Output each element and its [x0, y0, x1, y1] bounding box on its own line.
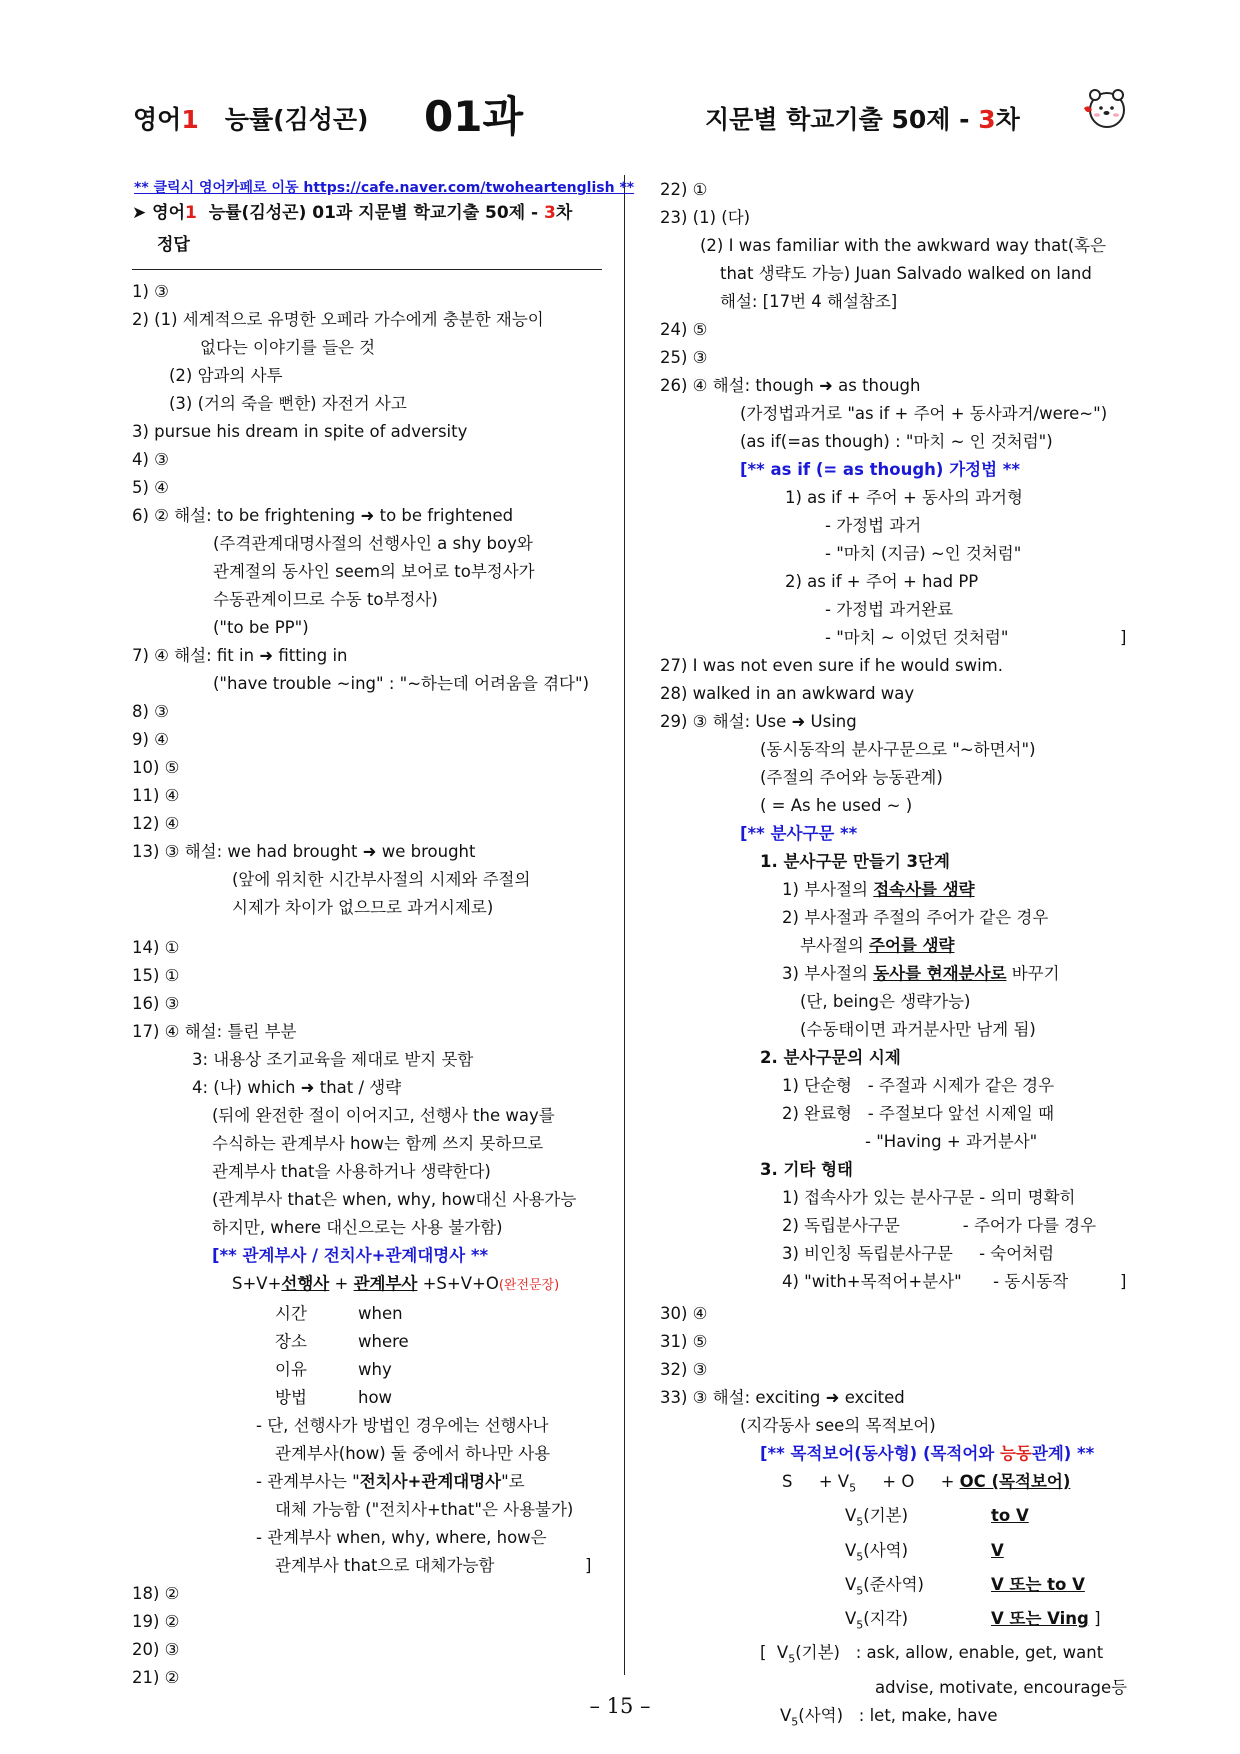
verb-sub: 5	[856, 1584, 864, 1598]
answer-line: 23) (1) (다)	[660, 208, 751, 227]
answer-line: (2) 암과의 사투	[169, 366, 283, 385]
box-title-part: 관계) **	[1031, 1444, 1095, 1463]
oc-row	[845, 1537, 1130, 1571]
grammar-box-title: [** as if (= as though) 가정법 **	[740, 460, 1021, 479]
answer-line: 16) ③	[132, 994, 180, 1013]
answer-line	[800, 932, 1130, 960]
oc-row	[845, 1571, 1130, 1605]
page-number: – 15 –	[589, 1694, 651, 1718]
note-emphasis: 전치사+관계대명사	[359, 1472, 502, 1491]
rel-adverb-word: why	[358, 1360, 392, 1379]
formula-part: + O +	[856, 1472, 960, 1491]
verb-type: (지각)	[863, 1609, 909, 1629]
answer-line: 2) (1) 세계적으로 유명한 오페라 가수에게 충분한 재능이	[132, 310, 544, 329]
answer-line: (2) I was familiar with the awkward way that(혹은	[700, 236, 1107, 255]
answer-line: 13) ③ 해설: we had brought ➜ we brought	[132, 842, 476, 861]
note-emphasis: 접속사를 생략	[873, 880, 975, 899]
section-subheading: 2. 분사구문의 시제	[760, 1048, 901, 1067]
answer-line: 1) ③	[132, 282, 169, 301]
oc-row	[845, 1502, 1130, 1536]
answer-line: advise, motivate, encourage등	[875, 1677, 1128, 1697]
answer-line: 3: 내용상 조기교육을 제대로 받지 못함	[192, 1050, 474, 1069]
oc-form: V 또는 Ving	[991, 1609, 1089, 1629]
heading-part-a: ➤ 영어	[132, 203, 186, 223]
answer-line: - 가정법 과거	[825, 516, 922, 535]
note-part: - 관계부사는 "	[256, 1472, 360, 1491]
answer-line: (단, being은 생략가능)	[800, 992, 971, 1011]
verb-label: V	[845, 1574, 857, 1594]
answer-line: 7) ④ 해설: fit in ➜ fitting in	[132, 646, 348, 665]
rel-adverb-word: where	[358, 1332, 409, 1351]
note-part: 3) 부사절의	[782, 964, 874, 983]
answer-line: 2) as if + 주어 + had PP	[785, 572, 979, 591]
answer-line: ("have trouble ~ing" : "~하는데 어려움을 겪다")	[213, 674, 590, 693]
answer-line: 17) ④ 해설: 틀린 부분	[132, 1022, 297, 1041]
note-part: "로	[501, 1472, 525, 1491]
grammar-box-title	[760, 1440, 1130, 1468]
answer-line: 4: (나) which ➜ that / 생략	[192, 1078, 402, 1097]
answer-line: 24) ⑤	[660, 320, 708, 339]
grammar-formula	[232, 1270, 602, 1300]
verb-sub: 5	[856, 1618, 864, 1632]
answer-line: 14) ①	[132, 938, 180, 957]
grammar-box-title: [** 관계부사 / 전치사+관계대명사 **	[212, 1246, 489, 1265]
subject-number: 1	[181, 105, 199, 134]
note-part: 1) 부사절의	[782, 880, 874, 899]
answer-line	[256, 1468, 602, 1496]
note-part: 부사절의	[800, 936, 870, 955]
rel-adverb-category: 이유	[275, 1360, 307, 1379]
answer-line: - "마치 (지금) ~인 것처럼"	[825, 544, 1022, 563]
answer-line: 31) ⑤	[660, 1332, 708, 1351]
section-subheading: 3. 기타 형태	[760, 1160, 853, 1179]
answer-line: (주절의 주어와 능동관계)	[760, 768, 943, 787]
rel-adverb-row	[275, 1356, 602, 1384]
rel-adverb-word: how	[358, 1388, 393, 1407]
bear-mascot-icon	[1080, 84, 1130, 134]
bracket-close: ]	[1088, 1609, 1101, 1629]
answer-line	[782, 960, 1130, 988]
oc-form: V 또는 to V	[991, 1574, 1085, 1594]
answer-line: (앞에 위치한 시간부사절의 시제와 주절의	[232, 870, 531, 889]
answer-line: - "Having + 과거분사"	[865, 1132, 1038, 1151]
answer-line: 9) ④	[132, 730, 169, 749]
oc-form: V	[991, 1540, 1004, 1560]
bracket-close: ]	[585, 1556, 592, 1575]
answer-line: (as if(=as though) : "마치 ~ 인 것처럼")	[740, 432, 1053, 451]
answer-line: 관계부사 that을 사용하거나 생략한다)	[212, 1162, 491, 1181]
answer-line: 12) ④	[132, 814, 180, 833]
verb-sub: 5	[856, 1515, 864, 1529]
rel-adverb-category: 방법	[275, 1388, 307, 1407]
section-subheading: 1. 분사구문 만들기 3단계	[760, 852, 950, 871]
answer-line: 4) ③	[132, 450, 169, 469]
formula-part: S + V	[782, 1472, 850, 1491]
round-suffix: 차	[995, 105, 1020, 134]
answer-line: 수식하는 관계부사 how는 함께 쓰지 못하므로	[212, 1134, 544, 1153]
section-heading	[132, 199, 602, 227]
answer-line: 11) ④	[132, 786, 180, 805]
exam-title-text: 지문별 학교기출 50제 -	[705, 105, 970, 134]
rel-adverb-category: 장소	[275, 1332, 307, 1351]
answer-line: (관계부사 that은 when, why, how대신 사용가능	[212, 1190, 577, 1209]
answer-line: (동시동작의 분사구문으로 "~하면서")	[760, 740, 1036, 759]
note-part: - "마치 ~ 이었던 것처럼"	[825, 628, 1009, 647]
page-header	[0, 84, 1240, 154]
answer-line: 5) ④	[132, 478, 169, 497]
column-divider	[624, 175, 625, 1675]
answer-line: ("to be PP")	[213, 618, 309, 637]
note-part: 바꾸기	[1006, 964, 1060, 983]
note-emphasis: 동사를 현재분사로	[873, 964, 1007, 983]
answer-line: 19) ②	[132, 1612, 180, 1631]
note-part: V	[780, 1705, 792, 1725]
oc-row	[845, 1605, 1130, 1639]
answer-line: 8) ③	[132, 702, 169, 721]
verb-label: V	[845, 1540, 857, 1560]
answer-line: 수동관계이므로 수동 to부정사)	[213, 590, 438, 609]
verb-label: V	[845, 1506, 857, 1526]
note-part: 관계부사 that으로 대체가능함	[275, 1556, 495, 1575]
answer-line: (뒤에 완전한 절이 이어지고, 선행사 the way를	[212, 1106, 555, 1125]
answer-line: 1) 접속사가 있는 분사구문 - 의미 명확히	[782, 1188, 1076, 1207]
answer-line: 1) 단순형 - 주절과 시제가 같은 경우	[782, 1076, 1055, 1095]
note-part: (사역) : let, make, have	[798, 1705, 998, 1725]
heading-round: 3	[544, 203, 556, 223]
round-number: 3	[978, 105, 996, 134]
heading-suffix: 차	[555, 203, 573, 223]
formula-part: +	[329, 1274, 354, 1293]
formula-antecedent: 선행사	[281, 1274, 330, 1293]
verb-sub: 5	[788, 1652, 796, 1666]
answer-line	[782, 876, 1130, 904]
answer-line: - 단, 선행사가 방법인 경우에는 선행사나	[256, 1416, 549, 1435]
answer-line	[760, 1639, 1130, 1673]
answer-line: 관계절의 동사인 seem의 보어로 to부정사가	[213, 562, 535, 581]
answer-line: (주격관계대명사절의 선행사인 a shy boy와	[213, 534, 533, 553]
subject-label: 영어	[133, 105, 182, 134]
answer-line	[275, 1552, 602, 1580]
answer-line: 15) ①	[132, 966, 180, 985]
answer-line: that 생략도 가능) Juan Salvado walked on land	[720, 264, 1092, 283]
answer-line: (지각동사 see의 목적보어)	[740, 1416, 936, 1435]
note-part: (기본) : ask, allow, enable, get, want	[795, 1643, 1104, 1663]
heading-number: 1	[185, 203, 197, 223]
answer-line	[825, 624, 1130, 652]
right-column	[660, 176, 1130, 1736]
answer-line: 25) ③	[660, 348, 708, 367]
verb-type: (기본)	[863, 1506, 909, 1526]
answer-line: 3) 비인칭 독립분사구문 - 숙어처럼	[782, 1244, 1055, 1263]
answer-line: 2) 부사절과 주절의 주어가 같은 경우	[782, 908, 1049, 927]
answer-line: 33) ③ 해설: exciting ➜ excited	[660, 1388, 905, 1407]
publisher-label: 능률(김성곤)	[224, 105, 369, 134]
answer-line: (3) (거의 죽을 뻔한) 자전거 사고	[169, 394, 407, 413]
subject-title	[133, 100, 368, 136]
left-column	[132, 176, 635, 1692]
answer-line: 21) ②	[132, 1668, 180, 1687]
bracket-close: ]	[1120, 628, 1127, 647]
verb-label: V	[845, 1609, 857, 1629]
answer-heading: 정답	[157, 235, 190, 255]
answer-line: 1) as if + 주어 + 동사의 과거형	[785, 488, 1023, 507]
box-title-part: [** 목적보어(동사형) (목적어와	[760, 1444, 1000, 1463]
box-title-emphasis: 능동	[999, 1444, 1032, 1463]
answer-line: 하지만, where 대신으로는 사용 불가함)	[212, 1218, 503, 1237]
bracket-close: ]	[1120, 1272, 1127, 1291]
rel-adverb-word: when	[358, 1304, 403, 1323]
note-part: 4) "with+목적어+분사" - 동시동작	[782, 1272, 1069, 1291]
answer-line: 6) ② 해설: to be frightening ➜ to be frightened	[132, 506, 514, 525]
answer-line: 18) ②	[132, 1584, 180, 1603]
rel-adverb-row	[275, 1300, 602, 1328]
rel-adverb-row	[275, 1328, 602, 1356]
heading-part-b: 능률(김성곤) 01과 지문별 학교기출 50제 -	[208, 203, 539, 223]
rel-adverb-row	[275, 1384, 602, 1412]
answer-line: - 가정법 과거완료	[825, 600, 954, 619]
rel-adverb-category: 시간	[275, 1304, 307, 1323]
answer-line: 2) 완료형 - 주절보다 앞선 시제일 때	[782, 1104, 1055, 1123]
verb-type: (준사역)	[863, 1574, 924, 1594]
formula-sub: 5	[849, 1481, 857, 1495]
oc-formula	[782, 1468, 1130, 1502]
answer-line: 28) walked in an awkward way	[660, 684, 915, 703]
note-emphasis: 주어를 생략	[869, 936, 955, 955]
answer-line: 관계부사(how) 둘 중에서 하나만 사용	[275, 1444, 551, 1463]
formula-part: S+V+	[232, 1274, 282, 1293]
answer-line: ( = As he used ~ )	[760, 796, 913, 815]
answer-line: 27) I was not even sure if he would swim.	[660, 656, 1003, 675]
answer-line: 대체 가능함 ("전치사+that"은 사용불가)	[275, 1500, 574, 1519]
answer-line: 3) pursue his dream in spite of adversity	[132, 422, 468, 441]
lesson-title: 01과	[424, 92, 524, 141]
answer-line: (수동태이면 과거분사만 남게 됨)	[800, 1020, 1036, 1039]
note-part: [ V	[760, 1643, 789, 1663]
formula-oc: OC (목적보어)	[959, 1472, 1071, 1491]
answer-line: 20) ③	[132, 1640, 180, 1659]
answer-line: 해설: [17번 4 해설참조]	[720, 292, 898, 311]
answer-line: 없다는 이야기를 들은 것	[200, 338, 376, 357]
exam-title	[705, 100, 1020, 136]
answer-line: 22) ①	[660, 180, 708, 199]
answer-line	[782, 1268, 1130, 1296]
verb-sub: 5	[791, 1715, 799, 1729]
verb-type: (사역)	[863, 1540, 909, 1560]
answer-line: 29) ③ 해설: Use ➜ Using	[660, 712, 857, 731]
answer-line: 2) 독립분사구문 - 주어가 다를 경우	[782, 1216, 1097, 1235]
formula-part: +S+V+O	[417, 1274, 499, 1293]
answer-line: 시제가 차이가 없으므로 과거시제로)	[232, 898, 494, 917]
formula-rel-adverb: 관계부사	[353, 1274, 418, 1293]
oc-form: to V	[991, 1506, 1029, 1526]
answer-line: (가정법과거로 "as if + 주어 + 동사과거/were~")	[740, 404, 1108, 423]
answer-line: 26) ④ 해설: though ➜ as though	[660, 376, 921, 395]
verb-sub: 5	[856, 1549, 864, 1563]
answer-line: 32) ③	[660, 1360, 708, 1379]
cafe-link[interactable]: ** 클릭시 영어카페로 이동 https://cafe.naver.com/twoheartenglish **	[134, 180, 635, 196]
answer-line: 30) ④	[660, 1304, 708, 1323]
formula-note: (완전문장)	[498, 1278, 560, 1293]
heading-rule	[132, 269, 602, 270]
answer-line: 10) ⑤	[132, 758, 180, 777]
grammar-box-title: [** 분사구문 **	[740, 824, 858, 843]
answer-line: - 관계부사 when, why, where, how은	[256, 1528, 547, 1547]
